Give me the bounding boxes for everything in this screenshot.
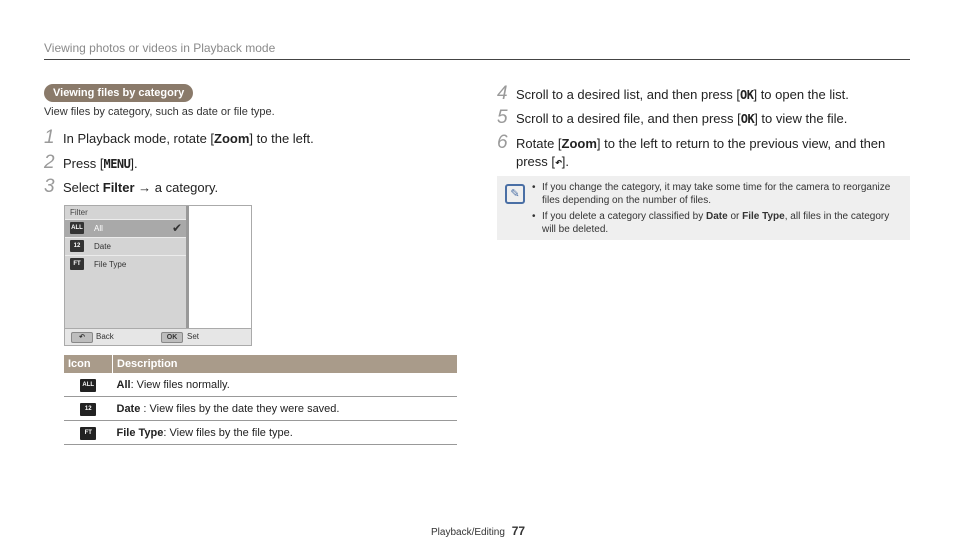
step-text: Scroll to a desired list, and then press [ (516, 87, 741, 102)
filter-option-label: All (94, 224, 103, 233)
note-text: , all files in the category will be deleted. (542, 211, 890, 235)
all-icon: ALL (70, 222, 84, 234)
step-text: ]. (561, 154, 569, 169)
section-subtitle: View files by category, such as date or file type. (44, 106, 275, 118)
step-number: 1 (44, 127, 55, 148)
step-text: Rotate [ (516, 136, 562, 151)
table-cell-icon (64, 373, 113, 397)
date-icon: 12 (70, 240, 84, 252)
step-text: Press [ (63, 156, 104, 171)
pencil-note-icon: ✎ (505, 184, 525, 204)
step-number: 2 (44, 152, 55, 173)
term: File Type (116, 426, 164, 439)
footer-section: Playback/Editing (431, 527, 505, 538)
step-text: ]. (130, 156, 138, 171)
back-button-icon: ↶ (555, 155, 562, 169)
table-row (64, 397, 457, 421)
table-cell-icon (64, 421, 113, 445)
table-cell-description (113, 397, 458, 421)
step-number: 6 (497, 132, 508, 153)
step-text: ] to open the list. (753, 87, 849, 102)
step-text: → a category. (134, 180, 219, 195)
step-number: 5 (497, 107, 508, 128)
note-box (497, 176, 910, 240)
date-icon: 12 (80, 403, 96, 416)
file-type-icon: FT (80, 427, 96, 440)
page-number: 77 (511, 524, 526, 538)
table-cell-description (113, 373, 458, 397)
note-item: • If you change the category, it may take some time for the camera to reorganize files depending on the number of files. (530, 181, 900, 207)
filter-option-label: Date (94, 242, 111, 251)
menu-button-icon: MENU (103, 157, 131, 171)
table-header-icon: Icon (64, 355, 113, 373)
icon-description-table (64, 355, 457, 445)
filter-option-date[interactable] (65, 237, 186, 255)
definition: : View files normally. (130, 378, 230, 391)
back-label: Back (96, 332, 114, 341)
table-cell-icon (64, 397, 113, 421)
note-list (530, 181, 900, 239)
table-cell-description (113, 421, 458, 445)
ok-button-icon: OK (740, 88, 754, 102)
screen-button-bar (65, 328, 251, 345)
filter-option-label: File Type (94, 260, 127, 269)
step-bold: Filter (102, 180, 135, 195)
step-text: ] to the left to return to the previous view, and then (596, 136, 886, 151)
page-footer (431, 524, 525, 538)
note-text: or (727, 211, 743, 222)
back-icon[interactable]: ↶ (71, 332, 93, 343)
page-header: Viewing photos or videos in Playback mode (44, 41, 276, 55)
all-icon: ALL (80, 379, 96, 392)
note-bold: Date (705, 211, 728, 222)
step-bold: Zoom (561, 136, 597, 151)
term: All (116, 378, 131, 391)
definition: : View files by the file type. (163, 426, 293, 439)
term: Date (116, 402, 141, 415)
table-header-row (64, 355, 457, 373)
check-icon: ✔ (171, 221, 182, 235)
step-number: 3 (44, 176, 55, 197)
section-badge: Viewing files by category (44, 84, 193, 102)
file-type-icon: FT (70, 258, 84, 270)
filter-menu (65, 206, 189, 345)
step-number: 4 (497, 83, 508, 104)
definition: : View files by the date they were saved. (140, 402, 340, 415)
step-text: press [ (516, 154, 556, 169)
step-text: In Playback mode, rotate [ (63, 131, 215, 146)
set-label: Set (187, 332, 200, 341)
header-rule (44, 59, 910, 60)
step-text: ] to the left. (249, 131, 314, 146)
step-bold: Zoom (214, 131, 250, 146)
step-text: Scroll to a desired file, and then press [ (516, 111, 741, 126)
note-bold: File Type (742, 211, 785, 222)
camera-screen (64, 205, 252, 346)
step-text: Select (63, 180, 103, 195)
ok-icon[interactable]: OK (161, 332, 183, 343)
filter-menu-title: Filter (70, 208, 88, 217)
table-header-description: Description (113, 355, 458, 373)
table-row (64, 373, 457, 397)
filter-option-all[interactable] (65, 219, 186, 237)
note-text: If you delete a category classified by (542, 211, 706, 222)
step-text: ] to view the file. (754, 111, 848, 126)
ok-button-icon: OK (740, 112, 755, 126)
note-item (530, 210, 900, 236)
filter-option-file-type[interactable] (65, 255, 186, 273)
table-row (64, 421, 457, 445)
